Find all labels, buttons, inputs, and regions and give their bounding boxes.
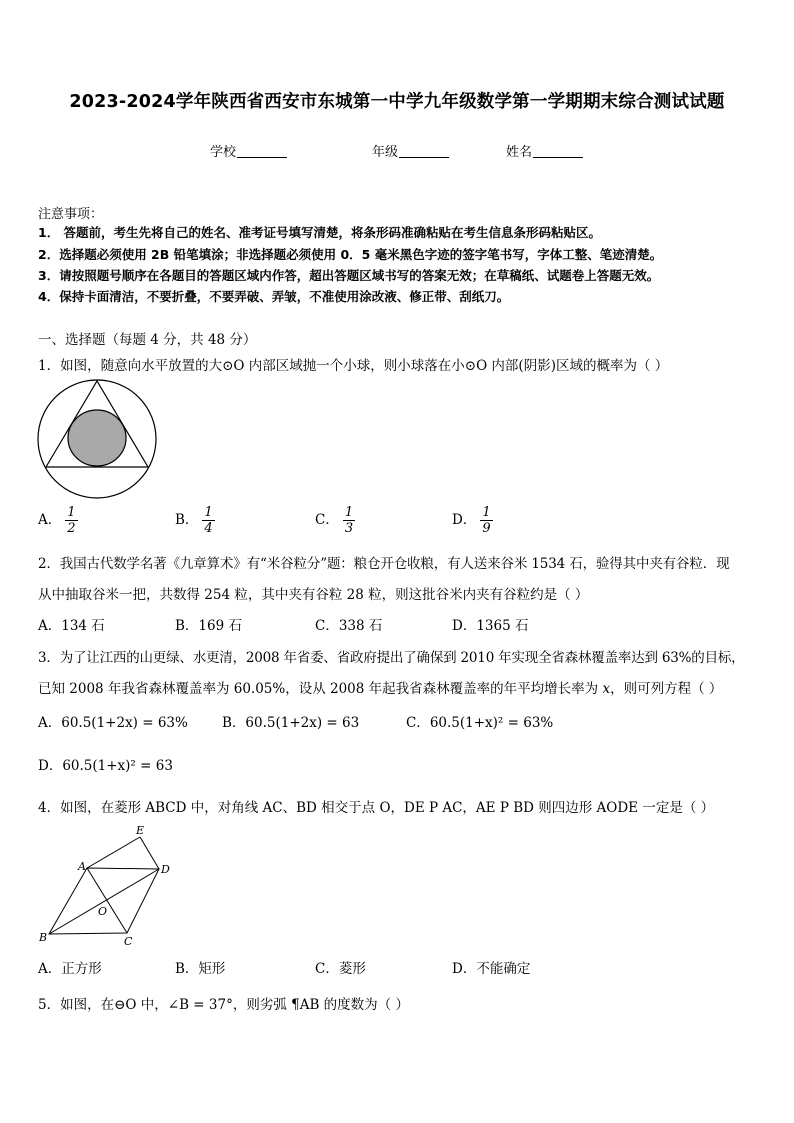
question-3-option-a[interactable]: A．60.5(1+2x) = 63% <box>38 715 188 731</box>
question-4-option-d[interactable]: D．不能确定 <box>452 961 531 977</box>
note-item-4: 4．保持卡面清洁，不要折叠，不要弄破、弄皱，不准使用涂改液、修正带、刮纸刀。 <box>38 289 510 304</box>
label-o: O <box>98 905 108 918</box>
label-c: C <box>124 935 133 948</box>
question-1-option-c[interactable]: C． $\frac{1}{3}$ <box>315 505 354 536</box>
school-field[interactable] <box>210 141 287 160</box>
growth-rate-variable: x <box>602 681 611 697</box>
note-item-1: 1． 答题前，考生先将自己的姓名、准考证号填写清楚，将条形码准确粘贴在考生信息条形码粘贴区。 <box>38 225 602 240</box>
question-4-text: 4．如图，在菱形 ABCD 中，对角线 AC、BD 相交于点 O，DE P AC，AE P BD 则四边形 AODE 一定是（ ） <box>38 800 715 816</box>
name-field[interactable] <box>506 141 583 160</box>
question-3-option-c[interactable]: C．60.5(1+x)² = 63% <box>406 715 554 731</box>
question-3-option-d[interactable]: D．60.5(1+x)² = 63 <box>38 758 173 774</box>
question-5-text: 5．如图，在⊖O 中，∠B = 37°，则劣弧 ¶AB 的度数为（ ） <box>38 997 409 1013</box>
question-2-option-c[interactable]: C．338 石 <box>315 618 383 634</box>
school-blank[interactable] <box>237 143 287 158</box>
question-2-option-a[interactable]: A．134 石 <box>38 618 105 634</box>
question-2-line-1: 2．我国古代数学名著《九章算术》有“米谷粒分”题：粮仓开仓收粮，有人送来谷米 1534 石，验得其中夹有谷粒．现 <box>38 556 730 572</box>
question-1-option-b[interactable]: B． $\frac{1}{4}$ <box>175 505 213 536</box>
question-1-text: 1．如图，随意向水平放置的大⊙O 内部区域抛一个小球，则小球落在小⊙O 内部(阴影)区域的概率为（ ） <box>38 358 669 374</box>
question-3-line-2: 已知 2008 年我省森林覆盖率为 60.05%，设从 2008 年起我省森林覆盖率的年平均增长率为 x，则可列方程（ ） <box>38 681 723 697</box>
exam-title: 2023-2024学年陕西省西安市东城第一中学九年级数学第一学期期末综合测试试题 <box>69 92 725 112</box>
label-d: D <box>161 863 170 876</box>
question-1-option-a[interactable]: A． $\frac{1}{2}$ <box>38 505 76 536</box>
note-item-2: 2．选择题必须使用 2B 铅笔填涂；非选择题必须使用 0．5 毫米黑色字迹的签字笔书写，字体工整、笔迹清楚。 <box>38 247 663 262</box>
question-4-rhombus-figure <box>36 823 176 948</box>
note-item-3: 3．请按照题号顺序在各题目的答题区域内作答，超出答题区域书写的答案无效；在草稿纸、试题卷上答题无效。 <box>38 268 660 283</box>
grade-label: 年级 <box>372 145 399 160</box>
question-1-option-d[interactable]: D． $\frac{1}{9}$ <box>452 505 491 536</box>
question-4-option-c[interactable]: C．菱形 <box>315 961 366 977</box>
grade-blank[interactable] <box>399 143 449 158</box>
question-2-line-2: 从中抽取谷米一把，共数得 254 粒，其中夹有谷粒 28 粒，则这批谷米内夹有谷粒约是（ ） <box>38 587 589 603</box>
question-1-figure <box>36 378 160 502</box>
label-e: E <box>136 824 145 837</box>
name-blank[interactable] <box>533 143 583 158</box>
question-3-line-1: 3．为了让江西的山更绿、水更清，2008 年省委、省政府提出了确保到 2010 年实现全省森林覆盖率达到 63%的目标， <box>38 650 745 666</box>
name-label: 姓名 <box>506 145 533 160</box>
question-4-option-a[interactable]: A．正方形 <box>38 961 102 977</box>
question-4-option-b[interactable]: B．矩形 <box>175 961 226 977</box>
notes-heading: 注意事项： <box>38 207 104 222</box>
grade-field[interactable] <box>372 141 449 160</box>
segment-ae <box>87 837 140 868</box>
diagonal-ac <box>87 868 127 933</box>
question-2-option-b[interactable]: B．169 石 <box>175 618 242 634</box>
shaded-small-circle <box>68 410 126 466</box>
label-a: A <box>78 860 86 873</box>
question-3-option-b[interactable]: B．60.5(1+2x) = 63 <box>222 715 360 731</box>
label-b: B <box>39 931 48 944</box>
student-info-row <box>0 141 794 161</box>
school-label: 学校 <box>210 145 237 160</box>
question-2-option-d[interactable]: D．1365 石 <box>452 618 529 634</box>
segment-de <box>140 837 159 869</box>
section-heading: 一、选择题（每题 4 分，共 48 分） <box>38 332 257 348</box>
